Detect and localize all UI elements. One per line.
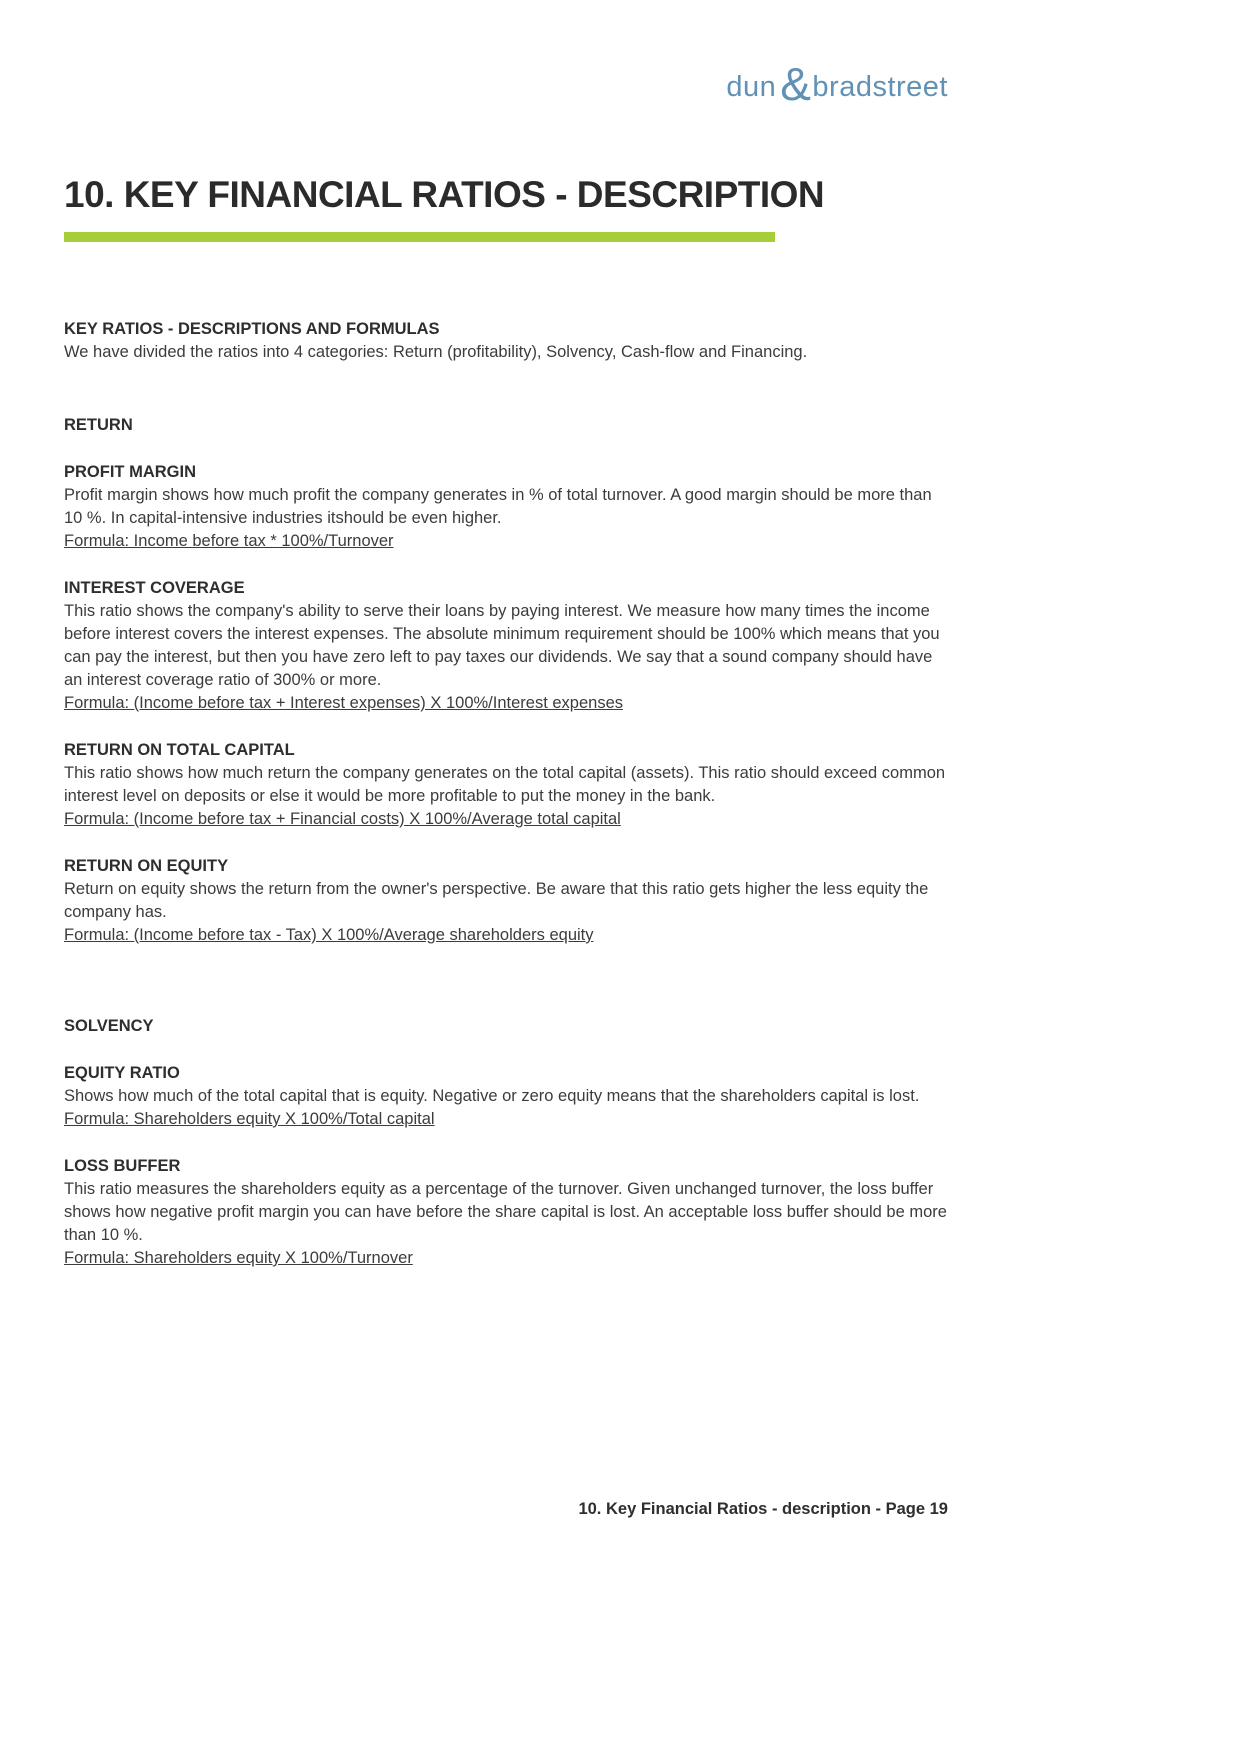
category-solvency: [64, 1015, 949, 1270]
ratio-formula: Formula: Shareholders equity X 100%/Turnover: [64, 1249, 413, 1267]
ratio-description: This ratio measures the shareholders equity as a percentage of the turnover. Given unchanged turnover, the loss buffer shows how negative profit margin you can have before the share capital is lost. An acceptable loss buffer should be more than 10 %.: [64, 1180, 947, 1244]
logo-text-dun: dun: [726, 71, 777, 103]
ratio-heading: RETURN ON EQUITY: [64, 857, 229, 875]
ampersand-icon: &: [780, 58, 812, 110]
category-return: [64, 414, 949, 947]
ratio-heading: EQUITY RATIO: [64, 1064, 180, 1082]
intro-heading: KEY RATIOS - DESCRIPTIONS AND FORMULAS: [64, 320, 440, 338]
ratio-item-loss-buffer: [64, 1155, 949, 1270]
ratio-description: Return on equity shows the return from the owner's perspective. Be aware that this ratio gets higher the less equity the company has.: [64, 880, 929, 921]
page-content: [64, 0, 949, 1270]
ratio-item-equity-ratio: [64, 1062, 949, 1131]
intro-section: [64, 318, 949, 364]
category-heading: RETURN: [64, 416, 133, 434]
ratio-heading: RETURN ON TOTAL CAPITAL: [64, 741, 295, 759]
ratio-heading: PROFIT MARGIN: [64, 463, 196, 481]
ratio-item-interest-coverage: [64, 577, 949, 715]
ratio-item-return-on-total-capital: [64, 739, 949, 831]
ratio-formula: Formula: (Income before tax + Interest expenses) X 100%/Interest expenses: [64, 694, 623, 712]
ratio-formula: Formula: Income before tax * 100%/Turnover: [64, 532, 394, 550]
ratio-heading: LOSS BUFFER: [64, 1157, 181, 1175]
ratio-formula: Formula: (Income before tax + Financial costs) X 100%/Average total capital: [64, 810, 621, 828]
ratio-item-profit-margin: [64, 461, 949, 553]
ratio-formula: Formula: Shareholders equity X 100%/Total capital: [64, 1110, 435, 1128]
page-footer: 10. Key Financial Ratios - description - Page 19: [578, 1500, 948, 1518]
ratio-heading: INTEREST COVERAGE: [64, 579, 245, 597]
logo-text-bradstreet: bradstreet: [812, 71, 948, 103]
accent-rule: [64, 232, 775, 242]
category-heading: SOLVENCY: [64, 1017, 154, 1035]
ratio-description: Shows how much of the total capital that is equity. Negative or zero equity means that the shareholders capital is lost.: [64, 1087, 920, 1105]
ratio-description: This ratio shows how much return the company generates on the total capital (assets). This ratio should exceed common interest level on deposits or else it would be more profitable to put the money in the bank.: [64, 764, 946, 805]
ratio-description: This ratio shows the company's ability to serve their loans by paying interest. We measure how many times the income before interest covers the interest expenses. The absolute minimum requirement should be 100% which means that you can pay the interest, but then you have zero left to pay taxes our dividends. We say that a sound company should have an interest coverage ratio of 300% or more.: [64, 602, 940, 689]
page-title: 10. KEY FINANCIAL RATIOS - DESCRIPTION: [64, 174, 825, 215]
ratio-description: Profit margin shows how much profit the company generates in % of total turnover. A good margin should be more than 10 %. In capital-intensive industries itshould be even higher.: [64, 486, 932, 527]
ratio-formula: Formula: (Income before tax - Tax) X 100%/Average shareholders equity: [64, 926, 594, 944]
intro-body: We have divided the ratios into 4 categories: Return (profitability), Solvency, Cash-flow and Financing.: [64, 343, 808, 361]
ratio-item-return-on-equity: [64, 855, 949, 947]
